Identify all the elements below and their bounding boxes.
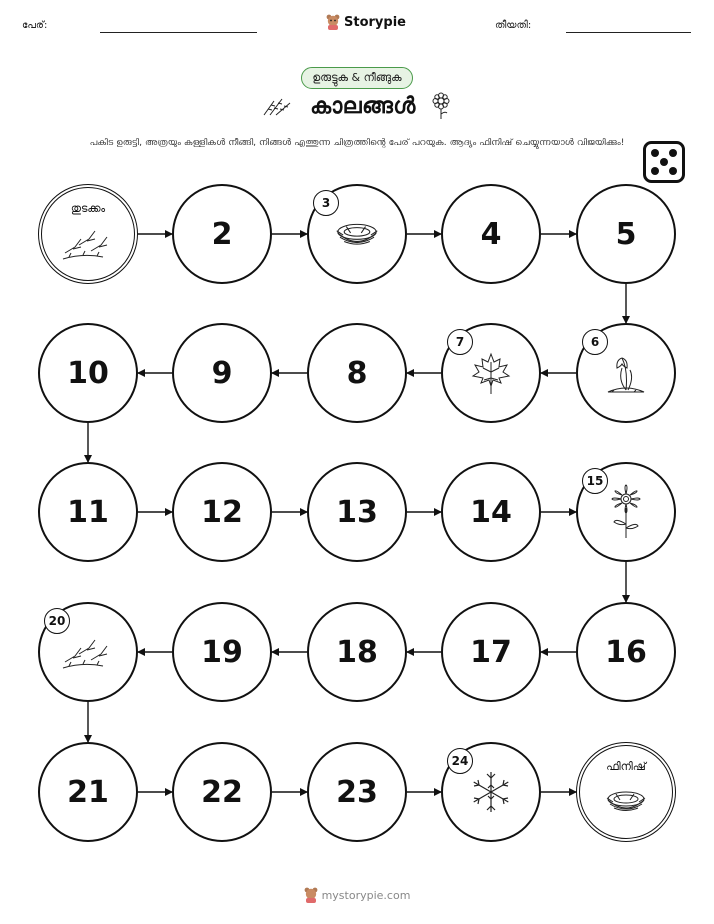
- finish-cell[interactable]: [576, 742, 676, 842]
- cell-number-badge: 24: [447, 748, 473, 774]
- board-cell-9[interactable]: [172, 323, 272, 423]
- footer-url[interactable]: mystorypie.com: [321, 888, 411, 902]
- snowflake-icon: [468, 769, 514, 815]
- board-cell-20[interactable]: [38, 602, 138, 702]
- geese-icon: [61, 223, 115, 263]
- board-cell-15[interactable]: [576, 462, 676, 562]
- cell-number: 16: [605, 634, 647, 670]
- board-cell-18[interactable]: [307, 602, 407, 702]
- cell-number: 19: [201, 634, 243, 670]
- board-cell-21[interactable]: [38, 742, 138, 842]
- cell-number: 2: [211, 216, 233, 252]
- board-cell-5[interactable]: [576, 184, 676, 284]
- cell-number-badge: 3: [313, 190, 339, 216]
- cell-number: 22: [201, 774, 243, 810]
- cell-number: 9: [211, 355, 233, 391]
- board-cell-16[interactable]: [576, 602, 676, 702]
- cell-number: 5: [615, 216, 637, 252]
- brand-name: Storypie: [344, 14, 406, 30]
- cell-number-badge: 15: [582, 468, 608, 494]
- board-cell-19[interactable]: [172, 602, 272, 702]
- cell-number: 14: [470, 494, 512, 530]
- board-cell-8[interactable]: [307, 323, 407, 423]
- start-label: തുടക്കം: [70, 202, 106, 215]
- instructions: പകിട ഉരുട്ടി, അത്രയും കള്ളികൾ നീങ്ങി, നിങ്ങൾ എത്തുന്ന ചിത്രത്തിന്റെ പേര് പറയുക. ആദ്യം ഫിനിഷ് ചെയ്യുന്നയാൾ വിജയിക്കും!: [89, 137, 625, 148]
- cell-number: 23: [336, 774, 378, 810]
- board-cell-23[interactable]: [307, 742, 407, 842]
- board-cell-11[interactable]: [38, 462, 138, 562]
- bear-icon: [304, 887, 318, 903]
- date-label: തീയതി:: [495, 20, 532, 31]
- maple-leaf-icon: [469, 350, 513, 396]
- cell-number-badge: 20: [44, 608, 70, 634]
- board-cell-22[interactable]: [172, 742, 272, 842]
- cell-number: 8: [346, 355, 368, 391]
- cell-number: 17: [470, 634, 512, 670]
- board-cell-17[interactable]: [441, 602, 541, 702]
- page-title: കാലങ്ങൾ: [310, 93, 416, 119]
- geese-icon: [61, 632, 115, 672]
- board-cell-24[interactable]: [441, 742, 541, 842]
- finish-label: ഫിനിഷ്: [606, 760, 646, 773]
- cell-number: 12: [201, 494, 243, 530]
- cell-number-badge: 6: [582, 329, 608, 355]
- cell-number: 18: [336, 634, 378, 670]
- nest-icon: [604, 786, 648, 816]
- board-cell-7[interactable]: [441, 323, 541, 423]
- board-cell-14[interactable]: [441, 462, 541, 562]
- snowdrop-icon: [604, 350, 648, 396]
- board-cell-12[interactable]: [172, 462, 272, 562]
- cell-number: 13: [336, 494, 378, 530]
- cell-number: 10: [67, 355, 109, 391]
- cell-number: 11: [67, 494, 109, 530]
- name-label: പേര്:: [22, 20, 48, 31]
- game-tag: ഉരുട്ടുക & നീങ്ങുക: [301, 67, 412, 89]
- start-cell[interactable]: [38, 184, 138, 284]
- board-cell-13[interactable]: [307, 462, 407, 562]
- board-cell-6[interactable]: [576, 323, 676, 423]
- footer: [0, 887, 714, 903]
- nest-icon: [333, 218, 381, 250]
- board-cell-10[interactable]: [38, 323, 138, 423]
- board-cell-3[interactable]: [307, 184, 407, 284]
- board-cell-4[interactable]: [441, 184, 541, 284]
- sunflower-icon: [606, 484, 646, 540]
- cell-number-badge: 7: [447, 329, 473, 355]
- cell-number: 21: [67, 774, 109, 810]
- cell-number: 4: [480, 216, 502, 252]
- board-cell-2[interactable]: [172, 184, 272, 284]
